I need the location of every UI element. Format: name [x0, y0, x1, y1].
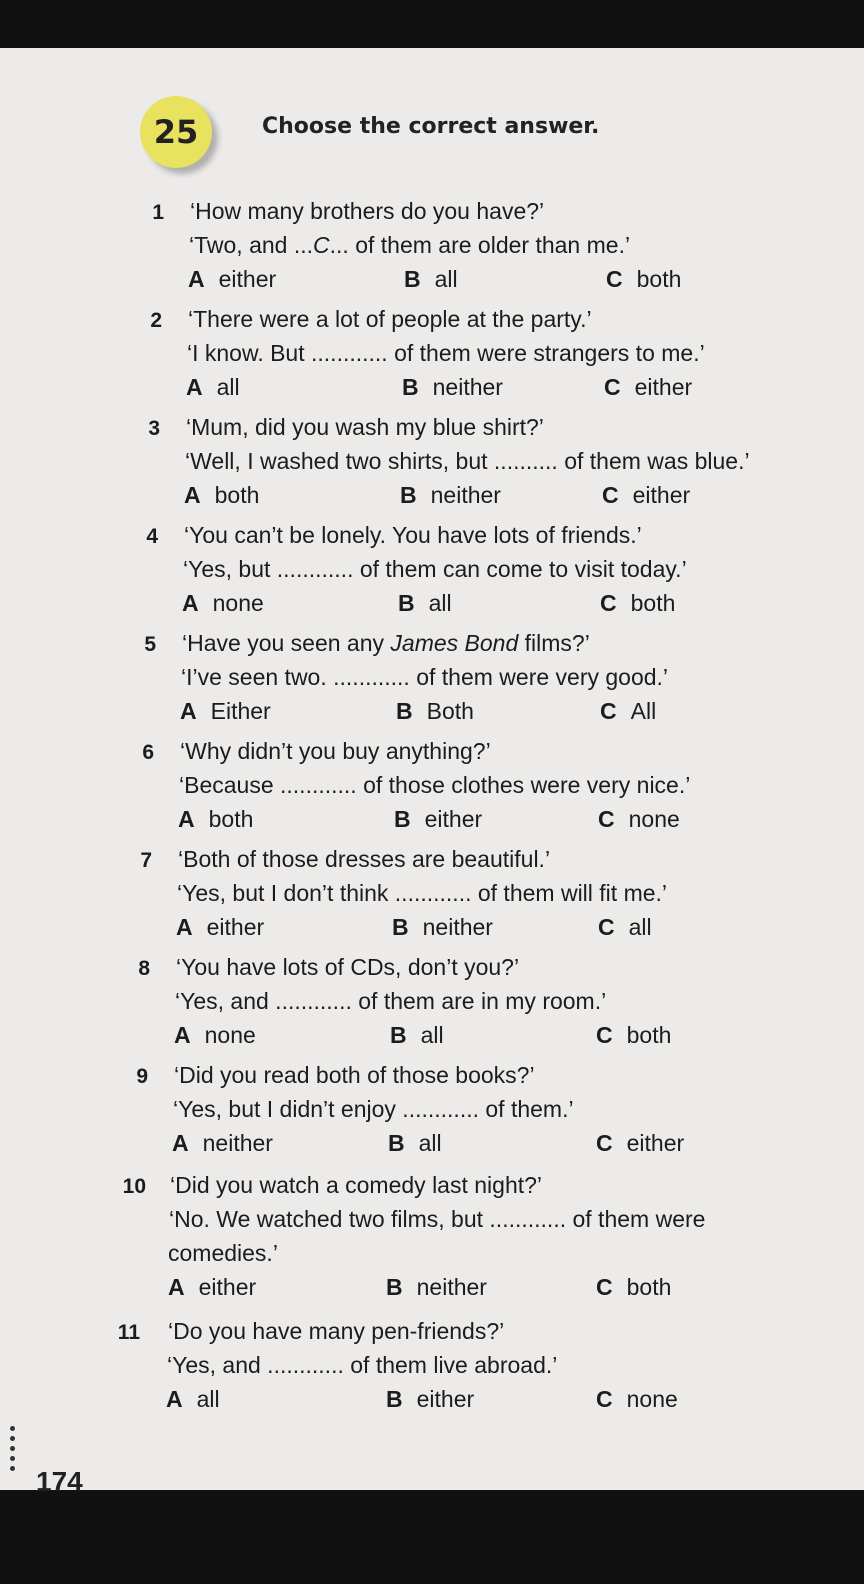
answer-option-c[interactable]: C both	[606, 266, 682, 292]
question-response: ‘Yes, but I didn’t enjoy ............ of them.’	[173, 1096, 574, 1122]
answer-option-a[interactable]: A all	[166, 1386, 220, 1412]
answer-option-b[interactable]: B neither	[392, 914, 493, 940]
margin-dots	[10, 1426, 16, 1476]
answer-option-c[interactable]: C both	[600, 590, 676, 616]
answer-option-b[interactable]: B neither	[402, 374, 503, 400]
answer-option-c[interactable]: C all	[598, 914, 652, 940]
answer-option-c[interactable]: C both	[596, 1022, 672, 1048]
question-response: comedies.’	[168, 1240, 278, 1266]
question-number: 9	[136, 1065, 148, 1088]
question-prompt: ‘Mum, did you wash my blue shirt?’	[186, 414, 544, 440]
question-number: 7	[140, 849, 152, 872]
question-prompt: ‘You can’t be lonely. You have lots of friends.’	[184, 522, 642, 548]
answer-option-b[interactable]: B neither	[400, 482, 501, 508]
question-prompt: ‘How many brothers do you have?’	[190, 198, 545, 224]
exercise-number: 25	[153, 113, 199, 151]
question-number: 4	[146, 525, 158, 548]
answer-option-b[interactable]: B all	[390, 1022, 444, 1048]
question-prompt: ‘Do you have many pen-friends?’	[168, 1318, 505, 1344]
question-response: ‘Because ............ of those clothes were very nice.’	[179, 772, 691, 798]
answer-option-c[interactable]: C none	[598, 806, 680, 832]
answer-option-a[interactable]: A none	[182, 590, 264, 616]
answer-option-c[interactable]: C either	[596, 1130, 685, 1156]
answer-option-a[interactable]: A either	[176, 914, 265, 940]
question-number: 6	[142, 741, 154, 764]
answer-option-b[interactable]: B Both	[396, 698, 474, 724]
question-prompt: ‘There were a lot of people at the party.’	[188, 306, 592, 332]
question-number: 11	[117, 1321, 140, 1344]
answer-option-a[interactable]: A either	[188, 266, 277, 292]
question-response: ‘Well, I washed two shirts, but .......... of them was blue.’	[185, 448, 750, 474]
handwritten-answer: C	[313, 232, 330, 258]
answer-option-c[interactable]: C either	[604, 374, 693, 400]
exercise-instruction: Choose the correct answer.	[262, 114, 600, 139]
answer-option-a[interactable]: A Either	[180, 698, 271, 724]
question-response: ‘Yes, and ............ of them live abroad.’	[167, 1352, 558, 1378]
question-response: ‘I’ve seen two. ............ of them were very good.’	[181, 664, 669, 690]
question-prompt: ‘Both of those dresses are beautiful.’	[178, 846, 551, 872]
answer-option-b[interactable]: B all	[404, 266, 458, 292]
question-number: 5	[144, 633, 156, 656]
question-response: ‘No. We watched two films, but ............ of them were	[169, 1206, 706, 1232]
textbook-page	[0, 48, 864, 1497]
question-response: ‘Yes, but ............ of them can come to visit today.’	[183, 556, 687, 582]
question-response: ‘Two, and ...C... of them are older than me.’	[189, 232, 631, 258]
question-number: 1	[152, 201, 164, 224]
answer-option-b[interactable]: B all	[388, 1130, 442, 1156]
exercise-number-badge	[140, 96, 212, 168]
question-response: ‘Yes, but I don’t think ............ of them will fit me.’	[177, 880, 668, 906]
question-prompt: ‘Did you read both of those books?’	[174, 1062, 535, 1088]
question-number: 2	[150, 309, 162, 332]
answer-option-c[interactable]: C both	[596, 1274, 672, 1300]
answer-option-a[interactable]: A both	[184, 482, 260, 508]
question-prompt: ‘You have lots of CDs, don’t you?’	[176, 954, 520, 980]
answer-option-c[interactable]: C All	[600, 698, 657, 724]
answer-option-a[interactable]: A both	[178, 806, 254, 832]
question-number: 10	[122, 1175, 146, 1198]
answer-option-a[interactable]: A neither	[172, 1130, 273, 1156]
answer-option-b[interactable]: B neither	[386, 1274, 487, 1300]
answer-option-b[interactable]: B either	[394, 806, 483, 832]
answer-option-a[interactable]: A none	[174, 1022, 256, 1048]
question-prompt: ‘Did you watch a comedy last night?’	[170, 1172, 543, 1198]
question-prompt: ‘Why didn’t you buy anything?’	[180, 738, 491, 764]
answer-option-a[interactable]: A either	[168, 1274, 257, 1300]
answer-option-c[interactable]: C none	[596, 1386, 678, 1412]
answer-option-b[interactable]: B all	[398, 590, 452, 616]
page-number: 174	[36, 1466, 83, 1497]
question-prompt: ‘Have you seen any James Bond films?’	[182, 630, 590, 656]
question-response: ‘Yes, and ............ of them are in my room.’	[175, 988, 607, 1014]
answer-option-a[interactable]: A all	[186, 374, 240, 400]
question-response: ‘I know. But ............ of them were strangers to me.’	[187, 340, 705, 366]
question-number: 8	[138, 957, 150, 980]
question-number: 3	[148, 417, 160, 440]
answer-option-c[interactable]: C either	[602, 482, 691, 508]
answer-option-b[interactable]: B either	[386, 1386, 475, 1412]
